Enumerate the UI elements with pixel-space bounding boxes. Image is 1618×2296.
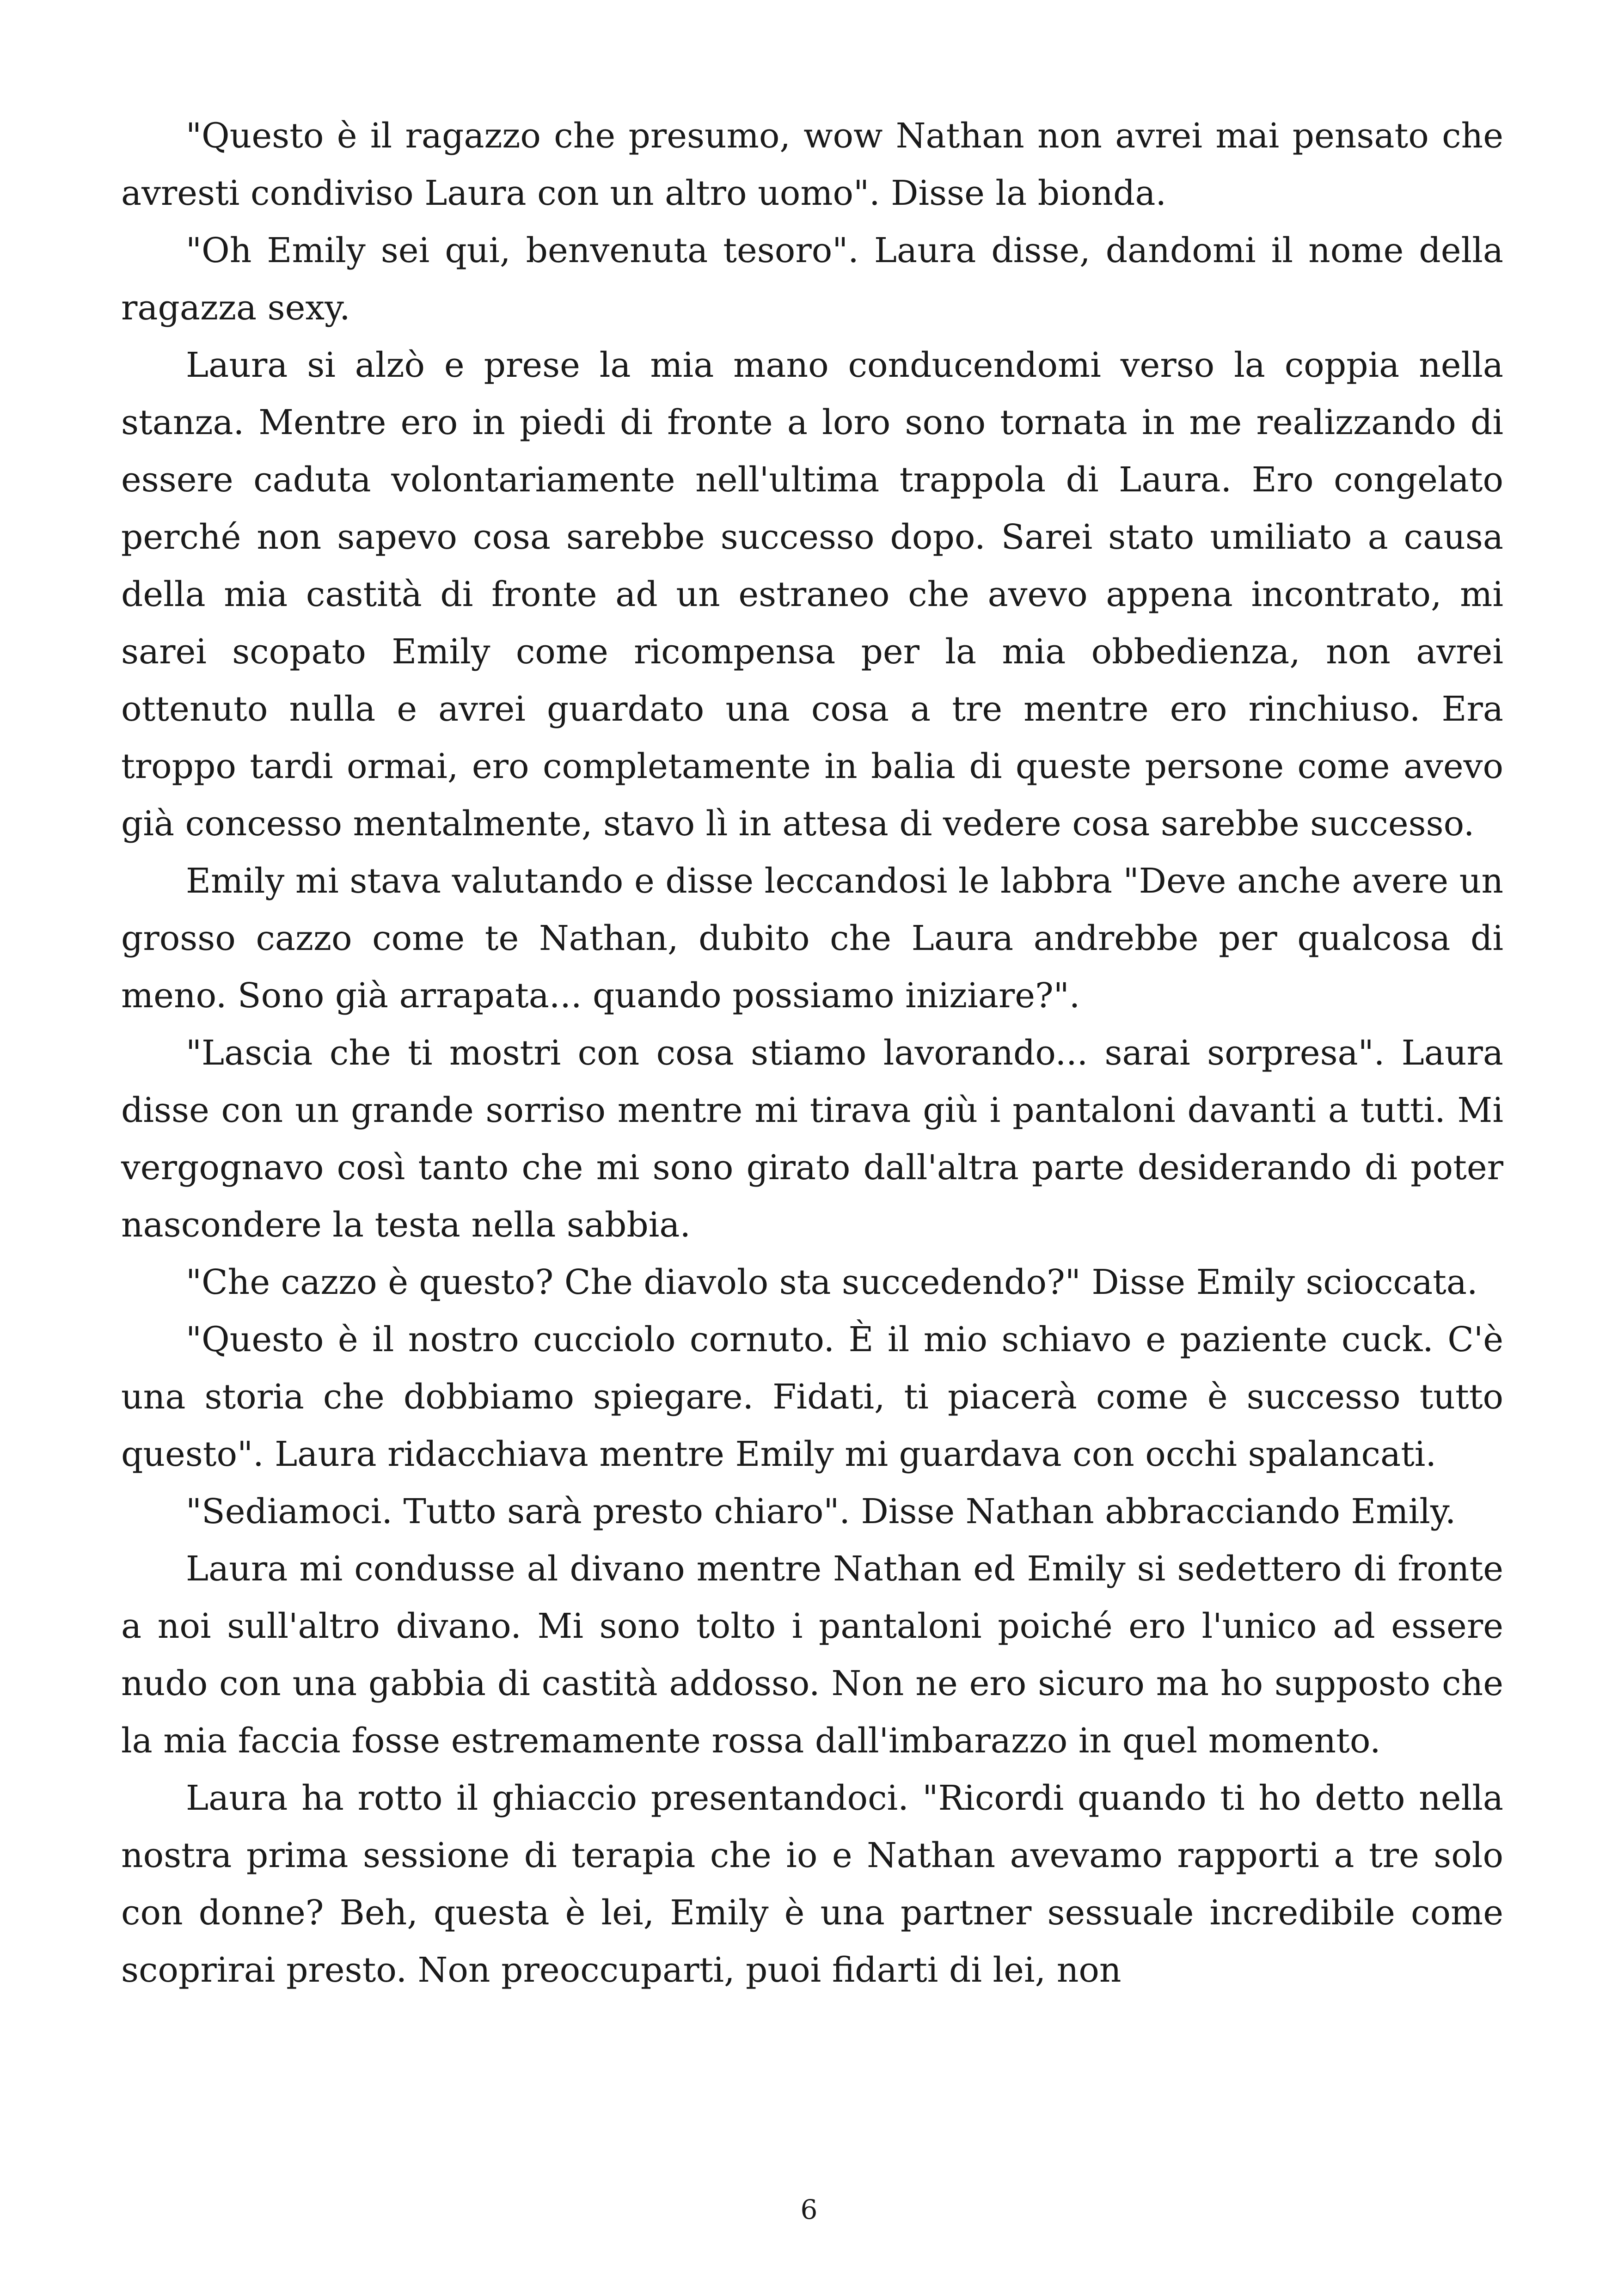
paragraph: "Lascia che ti mostri con cosa stiamo lavorando... sarai sorpresa". Laura disse con un grande sorriso mentre mi tirava giù i pantaloni davanti a tutti. Mi vergognavo così tanto che mi sono girato dall'altra parte desiderando di poter nascondere la testa nella sabbia. bbox=[121, 1033, 1503, 1245]
paragraph: "Questo è il nostro cucciolo cornuto. È il mio schiavo e paziente cuck. C'è una storia che dobbiamo spiegare. Fidati, ti piacerà come è successo tutto questo". Laura ridacchiava mentre Emily mi guardava con occhi spalancati. bbox=[121, 1320, 1503, 1474]
body-text bbox=[121, 107, 1503, 1999]
paragraph: Emily mi stava valutando e disse leccandosi le labbra "Deve anche avere un grosso cazzo come te Nathan, dubito che Laura andrebbe per qualcosa di meno. Sono già arrapata... quando possiamo iniziare?". bbox=[121, 861, 1503, 1016]
paragraph: "Oh Emily sei qui, benvenuta tesoro". Laura disse, dandomi il nome della ragazza sexy. bbox=[121, 231, 1503, 328]
paragraph: "Questo è il ragazzo che presumo, wow Nathan non avrei mai pensato che avresti condiviso Laura con un altro uomo". Disse la bionda. bbox=[121, 116, 1503, 213]
page-number: 6 bbox=[800, 2194, 818, 2225]
paragraph: "Sediamoci. Tutto sarà presto chiaro". Disse Nathan abbracciando Emily. bbox=[186, 1492, 1456, 1531]
paragraph: Laura ha rotto il ghiaccio presentandoci. "Ricordi quando ti ho detto nella nostra prima sessione di terapia che io e Nathan avevamo rapporti a tre solo con donne? Beh, questa è lei, Emily è una partner sessuale incredibile come scoprirai presto. Non preoccuparti, puoi fidarti di lei, non bbox=[121, 1778, 1503, 1990]
paragraph: Laura si alzò e prese la mia mano conducendomi verso la coppia nella stanza. Mentre ero in piedi di fronte a loro sono tornata in me realizzando di essere caduta volontariamente nell'ultima trappola di Laura. Ero congelato perché non sapevo cosa sarebbe successo dopo. Sarei stato umiliato a causa della mia castità di fronte ad un estraneo che avevo appena incontrato, mi sarei scopato Emily come ricompensa per la mia obbedienza, non avrei ottenuto nulla e avrei guardato una cosa a tre mentre ero rinchiuso. Era troppo tardi ormai, ero completamente in balia di queste persone come avevo già concesso mentalmente, stavo lì in attesa di vedere cosa sarebbe successo. bbox=[121, 345, 1503, 844]
paragraph: "Che cazzo è questo? Che diavolo sta succedendo?" Disse Emily scioccata. bbox=[186, 1262, 1478, 1302]
paragraph: Laura mi condusse al divano mentre Nathan ed Emily si sedettero di fronte a noi sull'altro divano. Mi sono tolto i pantaloni poiché ero l'unico ad essere nudo con una gabbia di castità addosso. Non ne ero sicuro ma ho supposto che la mia faccia fosse estremamente rossa dall'imbarazzo in quel momento. bbox=[121, 1549, 1503, 1761]
